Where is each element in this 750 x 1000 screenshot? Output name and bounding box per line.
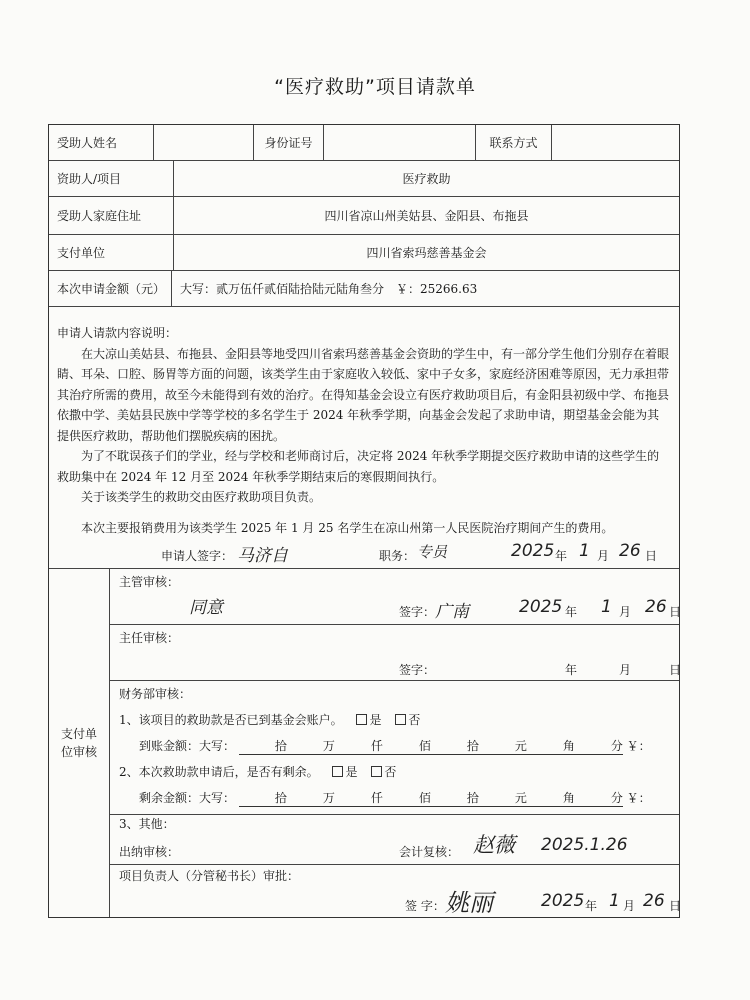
applicant-signature: 马济自 xyxy=(237,546,288,566)
unit-3: 佰 xyxy=(418,739,431,753)
supervisor-review xyxy=(109,569,682,625)
sponsor-label: 资助人/项目 xyxy=(57,172,122,186)
unit-0: 拾 xyxy=(274,739,287,753)
supervisor-signature: 广南 xyxy=(435,602,469,622)
request-paragraph-2: 为了不耽误孩子们的学业，经与学校和老师商讨后，决定将 2024 年秋季学期提交医疗救助申请的这些学生的救助集中在 2024 年 12 月至 2024 年秋季学期结束后的寒假期间执行。 xyxy=(57,449,660,484)
year-label: 年 xyxy=(555,549,568,563)
r-unit-0: 拾 xyxy=(274,791,287,805)
cashier-review xyxy=(109,835,679,865)
supervisor-year-label: 年 xyxy=(565,605,578,619)
id-number-label: 身份证号 xyxy=(253,125,323,160)
remaining-label: 剩余金额：大写： xyxy=(139,791,236,805)
id-number-value[interactable] xyxy=(323,125,475,160)
director-review xyxy=(109,625,682,681)
r-unit-6: 角 xyxy=(562,791,575,805)
remaining-yuan-symbol: ￥： xyxy=(626,791,651,805)
project-head-sign-label: 签 字： xyxy=(405,899,445,913)
applicant-date-day: 26 xyxy=(619,541,641,561)
request-heading: 申请人请款内容说明： xyxy=(57,326,178,340)
supervisor-month-label: 月 xyxy=(619,605,632,619)
finance-question-3: 3、其他： xyxy=(119,817,175,831)
r-unit-5: 元 xyxy=(514,791,527,805)
q2-yes-label: 是 xyxy=(345,765,358,779)
applicant-date-year: 2025 xyxy=(511,541,555,561)
unit-2: 仟 xyxy=(370,739,383,753)
remaining-amount-line xyxy=(139,789,651,807)
amount-row xyxy=(49,271,679,307)
q2-yes-checkbox[interactable] xyxy=(332,766,343,777)
contact-value[interactable] xyxy=(551,125,679,160)
r-unit-7: 分 xyxy=(610,791,623,805)
payment-request-form xyxy=(48,124,680,918)
address-value: 四川省凉山州美姑县、金阳县、布拖县 xyxy=(173,197,679,234)
director-sign-label: 签字： xyxy=(399,663,436,677)
day-label: 日 xyxy=(645,549,658,563)
finance-q2-text: 2、本次救助款申请后，是否有剩余。 xyxy=(119,765,319,779)
received-yuan-symbol: ￥： xyxy=(626,739,651,753)
finance-question-1 xyxy=(119,711,420,728)
position-value: 专员 xyxy=(417,543,448,561)
applicant-sign-label: 申请人签字： xyxy=(161,549,234,563)
payer-row xyxy=(49,235,679,271)
other-section xyxy=(109,815,679,835)
remaining-amount-field[interactable] xyxy=(239,789,623,807)
payer-value: 四川省索玛慈善基金会 xyxy=(173,235,679,270)
recipient-row xyxy=(49,125,679,161)
unit-5: 元 xyxy=(514,739,527,753)
received-amount-field[interactable] xyxy=(239,737,623,755)
q1-yes-label: 是 xyxy=(369,713,382,727)
r-unit-2: 仟 xyxy=(370,791,383,805)
project-head-review xyxy=(109,865,682,917)
supervisor-label: 主管审核： xyxy=(119,575,180,589)
request-explanation xyxy=(57,323,669,538)
received-amount-line xyxy=(139,737,651,755)
q1-no-label: 否 xyxy=(408,713,421,727)
unit-1: 万 xyxy=(322,739,335,753)
q2-no-label: 否 xyxy=(384,765,397,779)
supervisor-opinion[interactable]: 同意 xyxy=(189,598,223,618)
director-label: 主任审核： xyxy=(119,631,180,645)
finance-question-2 xyxy=(119,763,396,780)
finance-review xyxy=(109,681,679,815)
director-month-label: 月 xyxy=(619,663,632,677)
project-head-signature: 姚丽 xyxy=(445,889,493,917)
request-paragraph-1: 在大凉山美姑县、布拖县、金阳县等地受四川省索玛慈善基金会资助的学生中，有一部分学生他们分别存在着眼睛、耳朵、口腔、肠胃等方面的问题，该类学生由于家庭收入较低、家中子女多，家庭经济困难等原因，无力承担带其治疗所需的费用，故至今未能得到有效的治疗。在得知基金会设立有医疗救助项目后，有金阳县初级中学、布拖县依撒中学、美姑县民族中学等学校的多名学生于 2024 年秋季学期，向基金会发起了求助申请，期望基金会能为其提供医疗救助，帮助他们摆脱疾病的困扰。 xyxy=(57,346,670,443)
project-head-year-label: 年 xyxy=(585,899,598,913)
project-head-date-day: 26 xyxy=(643,891,665,911)
cashier-label: 出纳审核： xyxy=(119,845,180,859)
address-row xyxy=(49,197,679,235)
project-head-date-month: 1 xyxy=(609,891,620,911)
request-paragraph-3: 关于该类学生的救助交由医疗救助项目负责。 xyxy=(81,490,322,504)
form-title: “医疗救助”项目请款单 xyxy=(274,76,476,98)
amount-value: 大写：贰万伍仟贰佰陆拾陆元陆角叁分 ￥：25266.63 xyxy=(171,271,679,306)
position-label: 职务： xyxy=(379,549,416,563)
r-unit-3: 佰 xyxy=(418,791,431,805)
project-head-label: 项目负责人（分管秘书长）审批： xyxy=(119,869,300,883)
accountant-label: 会计复核： xyxy=(399,845,460,859)
unit-7: 分 xyxy=(610,739,623,753)
q2-no-checkbox[interactable] xyxy=(371,766,382,777)
supervisor-date-month: 1 xyxy=(601,597,612,617)
unit-6: 角 xyxy=(562,739,575,753)
director-year-label: 年 xyxy=(565,663,578,677)
supervisor-sign-label: 签字： xyxy=(399,605,436,619)
project-head-day-label: 日 xyxy=(669,899,682,913)
month-label: 月 xyxy=(597,549,610,563)
sponsor-value: 医疗救助 xyxy=(173,161,679,196)
review-side-label xyxy=(49,569,110,917)
request-paragraph-4: 本次主要报销费用为该类学生 2025 年 1 月 25 名学生在凉山州第一人民医院治疗期间产生的费用。 xyxy=(81,520,614,535)
supervisor-date-year: 2025 xyxy=(519,597,563,617)
request-section xyxy=(49,307,679,569)
unit-4: 拾 xyxy=(466,739,479,753)
director-day-label: 日 xyxy=(669,663,682,677)
accountant-date: 2025.1.26 xyxy=(541,835,628,855)
recipient-name-value[interactable] xyxy=(153,125,253,160)
q1-no-checkbox[interactable] xyxy=(395,714,406,725)
payer-label: 支付单位 xyxy=(57,246,106,260)
r-unit-4: 拾 xyxy=(466,791,479,805)
sponsor-row xyxy=(49,161,679,197)
applicant-date-month: 1 xyxy=(579,541,590,561)
amount-label: 本次申请金额（元） xyxy=(57,282,166,296)
supervisor-date-day: 26 xyxy=(645,597,667,617)
accountant-signature: 赵薇 xyxy=(473,833,515,857)
recipient-name-label: 受助人姓名 xyxy=(57,136,118,150)
supervisor-day-label: 日 xyxy=(669,605,682,619)
project-head-month-label: 月 xyxy=(623,899,636,913)
address-label: 受助人家庭住址 xyxy=(57,209,142,223)
finance-q1-text: 1、该项目的救助款是否已到基金会账户。 xyxy=(119,713,343,727)
project-head-date-year: 2025 xyxy=(541,891,585,911)
q1-yes-checkbox[interactable] xyxy=(356,714,367,725)
r-unit-1: 万 xyxy=(322,791,335,805)
contact-label: 联系方式 xyxy=(475,125,551,160)
received-label: 到账金额：大写： xyxy=(139,739,236,753)
finance-label: 财务部审核： xyxy=(119,687,192,701)
review-side-label-text: 支付单位审核 xyxy=(60,727,97,759)
